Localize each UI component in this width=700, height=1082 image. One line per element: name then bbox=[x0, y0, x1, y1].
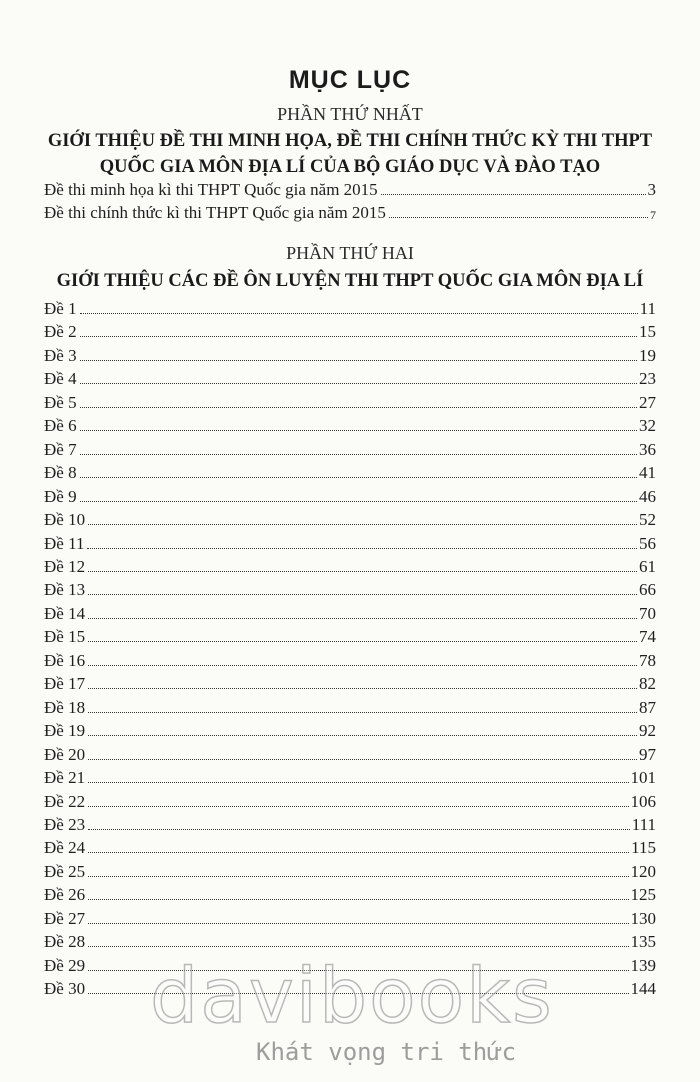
entry-page: 74 bbox=[639, 627, 656, 647]
toc-entry-de-22[interactable] bbox=[44, 789, 656, 812]
dot-leader bbox=[88, 946, 628, 947]
entry-label: Đề 24 bbox=[44, 838, 86, 858]
entry-label: Đề thi minh họa kì thi THPT Quốc gia năm 2015 bbox=[44, 180, 378, 199]
entry-label: Đề 8 bbox=[44, 463, 77, 483]
toc-entry-de-25[interactable] bbox=[44, 859, 656, 882]
dot-leader bbox=[80, 477, 637, 478]
dot-leader bbox=[80, 501, 637, 502]
entry-page: 97 bbox=[639, 744, 656, 764]
toc-entry-minh-hoa[interactable] bbox=[44, 177, 656, 200]
toc-entry-de-9[interactable] bbox=[44, 484, 656, 507]
toc-entry-de-2[interactable] bbox=[44, 319, 656, 342]
dot-leader bbox=[80, 430, 637, 431]
entry-page: 106 bbox=[630, 791, 656, 811]
entry-page: 70 bbox=[639, 603, 656, 623]
entry-label: Đề 18 bbox=[44, 697, 86, 717]
entry-page: 111 bbox=[631, 814, 656, 834]
entry-label: Đề 3 bbox=[44, 345, 77, 365]
dot-leader bbox=[88, 876, 628, 877]
entry-page: 92 bbox=[639, 721, 656, 741]
entry-label: Đề 2 bbox=[44, 322, 77, 342]
toc-entry-de-26[interactable] bbox=[44, 882, 656, 905]
dot-leader bbox=[80, 407, 637, 408]
page-title: MỤC LỤC bbox=[288, 66, 412, 94]
entry-label: Đề 16 bbox=[44, 650, 86, 670]
dot-leader bbox=[88, 759, 637, 760]
toc-entry-chinh-thuc[interactable] bbox=[44, 200, 656, 223]
toc-entry-de-23[interactable] bbox=[44, 812, 656, 835]
entry-label: Đề 19 bbox=[44, 721, 86, 741]
dot-leader bbox=[381, 194, 646, 195]
entry-label: Đề 29 bbox=[44, 955, 86, 975]
entry-label: Đề 12 bbox=[44, 557, 86, 576]
toc-entry-de-28[interactable] bbox=[44, 929, 656, 952]
entry-page: 125 bbox=[630, 885, 656, 905]
toc-entry-de-10[interactable] bbox=[44, 507, 656, 530]
part1-heading: GIỚI THIỆU ĐỀ THI MINH HỌA, ĐỀ THI CHÍNH THỨC KỲ THI THPT QUỐC GIA MÔN ĐỊA LÍ CỦA BỘ GIÁO DỤC VÀ ĐÀO TẠO bbox=[47, 131, 653, 177]
dot-leader bbox=[389, 217, 648, 218]
part2-heading: GIỚI THIỆU CÁC ĐỀ ÔN LUYỆN THI THPT QUỐC GIA MÔN ĐỊA LÍ bbox=[56, 271, 644, 291]
toc-entry-de-12[interactable] bbox=[44, 554, 656, 577]
entry-label: Đề 28 bbox=[44, 932, 86, 952]
dot-leader bbox=[88, 923, 628, 924]
entry-page: 46 bbox=[639, 486, 656, 506]
entry-label: Đề 10 bbox=[44, 510, 86, 529]
entry-page: 61 bbox=[639, 557, 656, 576]
dot-leader bbox=[88, 899, 628, 900]
entry-page: 66 bbox=[639, 580, 656, 600]
entry-page: 115 bbox=[631, 838, 656, 858]
toc-entry-de-8[interactable] bbox=[44, 460, 656, 483]
watermark-slogan: Khát vọng tri thức bbox=[256, 1038, 517, 1066]
dot-leader bbox=[88, 829, 630, 830]
dot-leader bbox=[88, 806, 628, 807]
entry-label: Đề 14 bbox=[44, 603, 86, 623]
entry-page: 36 bbox=[639, 439, 656, 459]
entry-page: 78 bbox=[639, 650, 656, 670]
toc-entry-de-20[interactable] bbox=[44, 742, 656, 765]
toc-entry-de-19[interactable] bbox=[44, 718, 656, 741]
dot-leader bbox=[80, 313, 638, 314]
entry-label: Đề 22 bbox=[44, 791, 86, 811]
entry-label: Đề 13 bbox=[44, 580, 86, 600]
toc-entry-de-16[interactable] bbox=[44, 648, 656, 671]
entry-label: Đề 21 bbox=[44, 768, 86, 787]
toc-entry-de-15[interactable] bbox=[44, 624, 656, 647]
dot-leader bbox=[80, 383, 637, 384]
entry-page: 19 bbox=[639, 345, 656, 365]
entry-label: Đề 6 bbox=[44, 416, 77, 436]
dot-leader bbox=[87, 548, 637, 549]
toc-entry-de-1[interactable] bbox=[44, 296, 656, 319]
entry-label: Đề 1 bbox=[44, 299, 77, 318]
entry-label: Đề 7 bbox=[44, 439, 77, 459]
dot-leader bbox=[80, 454, 637, 455]
entry-label: Đề thi chính thức kì thi THPT Quốc gia năm 2015 bbox=[44, 203, 386, 222]
entry-page: 87 bbox=[639, 697, 656, 717]
toc-entry-de-4[interactable] bbox=[44, 366, 656, 389]
entry-page: 11 bbox=[639, 299, 656, 318]
entry-label: Đề 17 bbox=[44, 674, 86, 694]
entry-page: 32 bbox=[639, 416, 656, 436]
entry-page: 139 bbox=[630, 955, 656, 975]
toc-entry-de-3[interactable] bbox=[44, 343, 656, 366]
entry-page: 135 bbox=[630, 932, 656, 952]
dot-leader bbox=[88, 571, 637, 572]
entry-label: Đề 27 bbox=[44, 908, 86, 928]
toc-entry-de-24[interactable] bbox=[44, 835, 656, 858]
toc-entry-de-7[interactable] bbox=[44, 437, 656, 460]
dot-leader bbox=[88, 665, 637, 666]
toc-entry-de-11[interactable] bbox=[44, 531, 656, 554]
entry-page: 52 bbox=[639, 510, 656, 529]
entry-page: 7 bbox=[650, 208, 656, 222]
dot-leader bbox=[88, 735, 637, 736]
toc-entry-de-18[interactable] bbox=[44, 695, 656, 718]
entry-page: 120 bbox=[630, 861, 656, 881]
dot-leader bbox=[88, 641, 637, 642]
entry-label: Đề 11 bbox=[44, 533, 85, 553]
toc-entry-de-14[interactable] bbox=[44, 601, 656, 624]
entry-label: Đề 15 bbox=[44, 627, 86, 647]
watermark-logo: davibooks bbox=[150, 951, 554, 1040]
entry-label: Đề 30 bbox=[44, 979, 86, 998]
toc-entry-de-6[interactable] bbox=[44, 413, 656, 436]
toc-entry-de-17[interactable] bbox=[44, 671, 656, 694]
entry-page: 41 bbox=[639, 463, 656, 483]
entry-page: 144 bbox=[630, 979, 656, 998]
toc-entry-de-5[interactable] bbox=[44, 390, 656, 413]
part1-label: PHẦN THỨ NHẤT bbox=[277, 104, 423, 124]
entry-page: 3 bbox=[647, 180, 656, 199]
dot-leader bbox=[88, 852, 629, 853]
entry-label: Đề 25 bbox=[44, 861, 86, 881]
entry-label: Đề 4 bbox=[44, 369, 77, 389]
dot-leader bbox=[88, 618, 637, 619]
dot-leader bbox=[88, 688, 637, 689]
entry-label: Đề 26 bbox=[44, 885, 86, 905]
entry-page: 27 bbox=[639, 392, 656, 412]
toc-entry-de-21[interactable] bbox=[44, 765, 656, 788]
part2-label: PHẦN THỨ HAI bbox=[286, 243, 414, 263]
entry-page: 56 bbox=[639, 533, 656, 553]
dot-leader bbox=[88, 712, 637, 713]
dot-leader bbox=[80, 336, 637, 337]
dot-leader bbox=[80, 360, 637, 361]
entry-label: Đề 9 bbox=[44, 486, 77, 506]
entry-page: 101 bbox=[630, 768, 656, 787]
dot-leader bbox=[88, 782, 628, 783]
dot-leader bbox=[88, 524, 637, 525]
toc-entry-de-13[interactable] bbox=[44, 577, 656, 600]
entry-page: 23 bbox=[639, 369, 656, 389]
toc-entry-de-27[interactable] bbox=[44, 906, 656, 929]
entry-label: Đề 23 bbox=[44, 814, 86, 834]
entry-page: 130 bbox=[630, 908, 656, 928]
entry-label: Đề 20 bbox=[44, 744, 86, 764]
entry-page: 82 bbox=[639, 674, 656, 694]
entry-page: 15 bbox=[639, 322, 656, 342]
entry-label: Đề 5 bbox=[44, 392, 77, 412]
dot-leader bbox=[88, 594, 637, 595]
